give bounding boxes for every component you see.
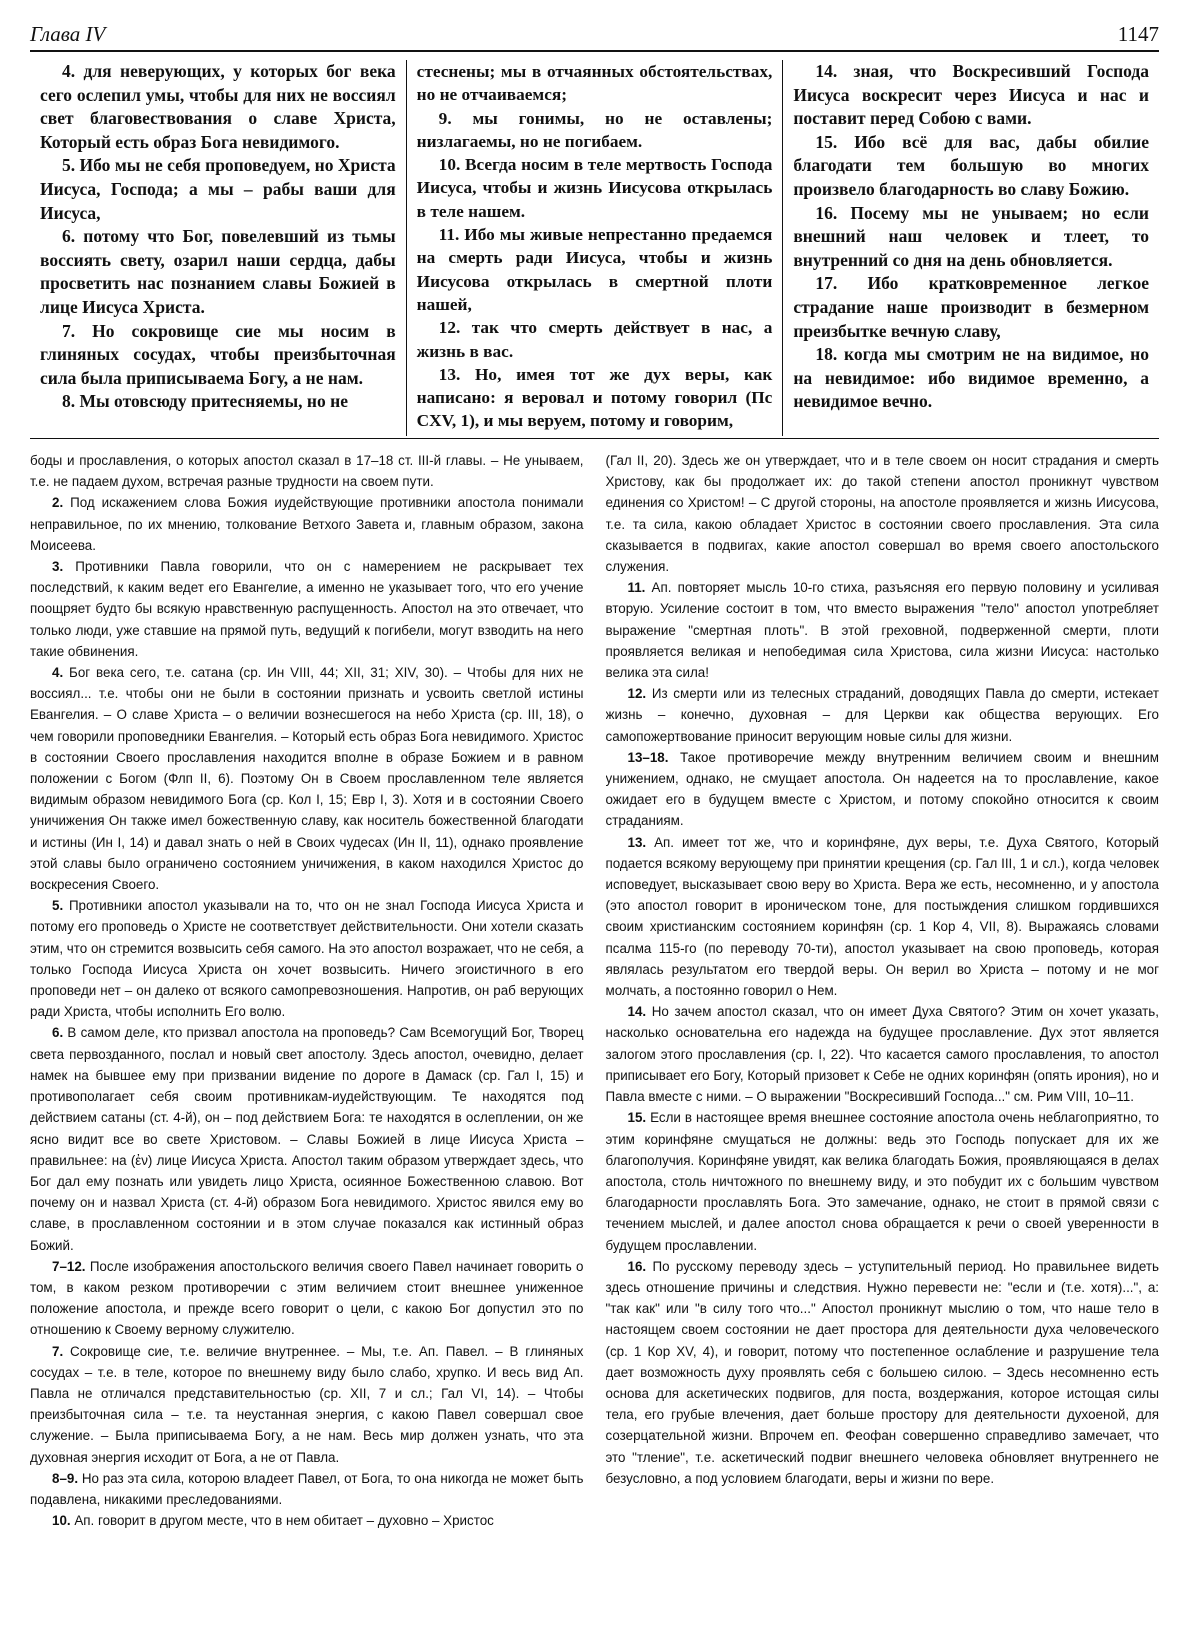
verse-reference: 8–9. xyxy=(52,1470,79,1486)
commentary-text: Но раз эта сила, которою владеет Павел, от Бога, то она никогда не может быть подавлена, никакими преследованиями. xyxy=(30,1470,584,1507)
commentary-text: Под искажением слова Божия иудействующие противники апостола понимали неправильное, по их мнению, толкование Ветхого Завета и, главным образом, закона Моисеева. xyxy=(30,495,584,553)
section-rule xyxy=(30,438,1159,439)
commentary-text: Ап. имеет тот же, что и коринфяне, дух веры, т.е. Духа Святого, Который подается всякому верующему при принятии крещения (ср. Гал III, 1 и сл.), когда человек исповедует, высказывает свою веру во Христа. Вера же есть, несомненно, и у апостола (это апостол говорит в ироническом тоне, для постыждения слишком гордившихся своим христианским состоянием коринфян (ср. 1 Кор 4, VII, 8). Выражаясь словами псалма 115-го (по переводу 70-ти), апостол указывает на свою проповедь, которая являлась результатом его твердой веры. Он верил во Христа – потому и не мог молчать, а постоянно говорил о Нем. xyxy=(605,834,1159,999)
commentary-column-1 xyxy=(30,450,584,1620)
commentary-text: По русскому переводу здесь – уступительный период. Но правильнее видеть здесь отношение причины и следствия. Нужно перевести не: "если и (т.е. хотя)...", а: "так как" или "в силу того что..." Апостол проникнут мыслию о том, что наше тело в настоящем своем состоянии не дает простора для деятельности духа человеческого (ср. 1 Кор XV, 4), и говорит, потому что постепенное ослабление и разрушение тела дает возможность духу проявлять себя с большею силою. – Здесь несомненно есть основа для аскетических подвигов, для поста, воздержания, которое истощая силы тела, его грубые влечения, дает больше простору для деятельности духоеной, для созерцательной жизни. Впрочем еп. Феофан совершенно справедливо замечает, что это "тление", т.е. аскетический подвиг внешнего человека обновляет внутреннего не безусловно, а под условием благодати, веры и жизни по вере. xyxy=(605,1258,1159,1486)
verse-reference: 15. xyxy=(627,1110,647,1126)
scripture-verse: 12. так что смерть действует в нас, а жизнь в вас. xyxy=(416,318,773,361)
scripture-verse: 11. Ибо мы живые непрестанно предаемся на смерть ради Иисуса, чтобы и жизнь Иисусова открылась в смертной плоти нашей, xyxy=(416,225,773,314)
commentary-paragraph xyxy=(30,556,584,662)
scripture-column-2 xyxy=(406,60,783,436)
scripture-verse: 9. мы гонимы, но не оставлены; низлагаемы, но не погибаем. xyxy=(416,108,773,151)
commentary-text: Противники апостол указывали на то, что он не знал Господа Иисуса Христа и потому его проповедь о Христе не соответствует действительности. Они хотели сказать этим, что он стремится возвысить себя самого. На это апостол возражает, что не себя, а только Господа Иисуса Христа он хочет возвысить. Ничего эгоистичного в его проповеди нет – он далеко от всякого самопревозношения. Напротив, он раб верующих ради Христа, чтобы исполнить Его волю. xyxy=(30,898,584,1020)
page-number: 1147 xyxy=(1117,22,1159,46)
commentary-paragraph xyxy=(30,662,584,895)
commentary-paragraph xyxy=(606,832,1160,1002)
commentary-text: Сокровище сие, т.е. величие внутреннее. – Мы, т.е. Ап. Павел. – В глиняных сосудах – т.е. в теле, которое по внешнему виду было слабо, хрупко. И весь вид Ап. Павла не отличался представительностью (ср. XII, 7 и сл.; Гал VI, 14). – Чтобы преизбыточная сила – т.е. та неустанная энергия, с какою Павел совершал свое служение. – Была приписываема Богу, а не нам. Весь мир должен узнать, что эта духовная энергия исходит от Бога, а не от Павла. xyxy=(30,1343,584,1465)
scripture-verse: стеснены; мы в отчаянных обстоятельствах, но не отчаиваемся; xyxy=(416,62,773,105)
scripture-verse: 18. когда мы смотрим не на видимое, но на невидимое: ибо видимое временно, а невидимое вечно. xyxy=(793,344,1150,412)
verse-reference: 12. xyxy=(627,686,647,702)
header-rule xyxy=(30,50,1159,52)
commentary-text: Но зачем апостол сказал, что он имеет Духа Святого? Этим он хочет указать, насколько основательна его надежда на будущее прославление. Дух этот является залогом этого прославления (ср. I, 22). Что касается самого прославления, то апостол приписывает его Богу, Который призовет к Себе не одних коринфян (опять ирония), но и Павла вместе с ними. – О выражении "Воскресивший Господа..." см. Рим VIII, 10–11. xyxy=(605,1004,1159,1105)
scripture-verse: 5. Ибо мы не себя проповедуем, но Христа Иисуса, Господа; а мы – рабы ваши для Иисуса, xyxy=(40,155,396,223)
commentary-text: Ап. повторяет мысль 10-го стиха, разъясняя его первую половину и усиливая вторую. Усиление состоит в том, что вместо выражения "тело" апостол употребляет выражение "смертная плоть". В этой греховной, подверженной смерти, плоти проявляется великая и непобедимая сила Христова, сила жизни Иисуса: настолько велика эта сила! xyxy=(605,580,1159,681)
scripture-verse: 17. Ибо кратковременное легкое страдание наше производит в безмерном преизбытке вечную славу, xyxy=(793,273,1150,341)
commentary-paragraph xyxy=(30,1341,584,1468)
verse-reference: 7–12. xyxy=(52,1258,86,1274)
commentary-text: Ап. говорит в другом месте, что в нем обитает – духовно – Христос xyxy=(74,1513,494,1529)
verse-reference: 3. xyxy=(52,559,64,575)
commentary-paragraph xyxy=(30,450,584,492)
commentary-text: После изображения апостольского величия своего Павел начинает говорить о том, в каком резком противоречии с этим величием стоит внешнее униженное положение апостола, и прежде всего говорит о цели, с какою Бог допустил это по отношению к Своему верному служителю. xyxy=(30,1258,584,1338)
commentary-paragraph xyxy=(606,577,1160,683)
commentary-paragraph xyxy=(30,492,584,556)
commentary-paragraph xyxy=(30,1468,584,1510)
verse-reference: 10. xyxy=(52,1513,71,1529)
scripture-verse: 16. Посему мы не унываем; но если внешний наш человек и тлеет, то внутренний со дня на день обновляется. xyxy=(793,202,1150,270)
verse-reference: 7. xyxy=(52,1343,64,1359)
scripture-verse: 15. Ибо всё для вас, дабы обилие благодати тем большую во многих произвело благодарность во славу Божию. xyxy=(793,131,1150,199)
running-head xyxy=(30,18,1159,52)
commentary-text: боды и прославления, о которых апостол сказал в 17–18 ст. III-й главы. – Не унываем, т.е. не падаем духом, встречая разные трудности на своем пути. xyxy=(30,453,584,490)
verse-reference: 6. xyxy=(52,1025,64,1041)
commentary-column-2 xyxy=(606,450,1160,1620)
verse-reference: 2. xyxy=(52,495,64,511)
commentary-text: (Гал II, 20). Здесь же он утверждает, что и в теле своем он носит страдания и смерть Христову, как бы продолжает их: до такой степени апостол проникнут чувством единения со Христом! – С другой стороны, на апостоле проявляется и жизнь Иисусова, т.е. та сила, какою обладает Христос в состоянии своего прославления. Эта сила сказывается в подвигах, какие апостол совершал во время своего апостольского служения. xyxy=(605,453,1159,575)
commentary-paragraph xyxy=(606,747,1160,832)
commentary-paragraph xyxy=(30,1022,584,1255)
verse-reference: 16. xyxy=(627,1258,647,1274)
commentary-text xyxy=(30,450,1159,1620)
commentary-paragraph xyxy=(30,1256,584,1341)
commentary-paragraph xyxy=(606,1107,1160,1255)
verse-reference: 13–18. xyxy=(627,749,669,765)
verse-reference: 11. xyxy=(627,580,646,596)
commentary-text: Такое противоречие между внутренним величием своим и внешним унижением, однако, не смущает апостола. Он надеется на то прославление, какое ожидает его в будущем вместе с Христом, и потому спокойно относится к своим страданиям. xyxy=(605,749,1159,829)
scripture-column-1 xyxy=(30,60,406,436)
verse-reference: 13. xyxy=(627,834,647,850)
scripture-verse: 8. Мы отовсюду притесняемы, но не xyxy=(62,391,348,412)
commentary-text: В самом деле, кто призвал апостола на проповедь? Сам Всемогущий Бог, Творец света первозданного, послал и новый свет апостолу. Здесь апостол, очевидно, делает намек на бывшее ему при призвании видение по дороге в Дамаск (ср. Гал I, 15) и противополагает себя своим противникам-иудействующим. Те находятся под действием сатаны (ст. 4-й), он – под действием Бога: те находятся в ослеплении, он же ясно видит все во свете Христовом. – Славы Божией в лице Иисуса Христа – правильнее: на (ἐν) лице Иисуса Христа. Апостол таким образом утверждает здесь, что Бог дал ему познать или увидеть лицо Христа, осиянное Божественною славою. Вот почему он и назвал Христа (ст. 4-й) образом Бога невидимого. Христос явился ему во славе, в прославленном состоянии и в этом случае показался как истинный образ Божий. xyxy=(30,1025,584,1253)
commentary-paragraph xyxy=(606,683,1160,747)
scripture-verse: 7. Но сокровище сие мы носим в глиняных сосудах, чтобы преизбыточная сила была приписываема Богу, а не нам. xyxy=(40,320,396,388)
chapter-title: Глава IV xyxy=(30,22,106,46)
scripture-verse: 14. зная, что Воскресивший Господа Иисуса воскресит через Иисуса и нас и поставит перед Собою с вами. xyxy=(793,61,1150,129)
commentary-paragraph xyxy=(606,1001,1160,1107)
commentary-paragraph xyxy=(30,895,584,1022)
commentary-text: Противники Павла говорили, что он с намерением не раскрывает тех последствий, к каким ведет его Евангелие, а именно не указывает того, что его учение поощряет будто бы всякую нравственную распущенность. Апостол на это отвечает, что только люди, уже ставшие на прямой путь, ведущий к погибели, могут взводить на него такие обвинения. xyxy=(30,559,584,659)
commentary-text: Бог века сего, т.е. сатана (ср. Ин VIII, 44; XII, 31; XIV, 30). – Чтобы для них не воссиял... т.е. чтобы они не были в состоянии признать и усвоить светлой истины Евангелия. – О славе Христа – о величии вознесшегося на небо Христа (ср. III, 18), о чем говорили проповедники Евангелия. – Который есть образ Бога невидимого. Христос в состоянии Своего прославления находится вполне в образе Божием и в равном положении с Богом (Флп II, 6). Поэтому Он в Своем прославленном теле является видимым образом невидимого Бога (ср. Кол I, 15; Евр I, 3). Хотя и в состоянии Своего уничижения Он также имел божественную славу, как носитель божественной благодати и истины (Ин I, 14) и давал знать о ней в Своих чудесах (Ин II, 11), однако проявление этой славы было ограничено состоянием уничижения, в каком находился Христос до воскресения Своего. xyxy=(30,665,584,893)
verse-reference: 5. xyxy=(52,898,64,914)
verse-reference: 14. xyxy=(627,1004,647,1020)
commentary-paragraph xyxy=(606,450,1160,577)
scripture-verse: 6. потому что Бог, повелевший из тьмы воссиять свету, озарил наши сердца, дабы просветить нас познанием славы Божией в лице Иисуса Христа. xyxy=(40,226,396,317)
commentary-text: Если в настоящее время внешнее состояние апостола очень неблагоприятно, то этим коринфяне смущаться не должны: ведь это Господь попускает для их же благополучия. Коринфяне увидят, как велика благодать Божия, проявляющаяся в делах апостола, столь ничтожного по внешнему виду, и это побудит их с большим чувством благодарности прославлять Бога. Это замечание, однако, не стоит в прямой связи с течением мыслей, и далее апостол снова обращается к речи о своей уверенности в будущем прославлении. xyxy=(605,1110,1159,1253)
verse-reference: 4. xyxy=(52,665,64,681)
scripture-column-3 xyxy=(782,60,1159,436)
commentary-paragraph xyxy=(30,1510,584,1531)
commentary-paragraph xyxy=(606,1256,1160,1489)
commentary-text: Из смерти или из телесных страданий, доводящих Павла до смерти, истекает жизнь – конечно, духовная – для Церкви как общества верующих. Его самопожертвование приносит верующим новые силы для жизни. xyxy=(605,686,1159,744)
scripture-verse: 13. Но, имея тот же дух веры, как написано: я веровал и потому говорил (Пс CXV, 1), и мы веруем, потому и говорим, xyxy=(416,364,773,431)
scripture-verse: 4. для неверующих, у которых бог века сего ослепил умы, чтобы для них не воссиял свет благовествования о славе Христа, Который есть образ Бога невидимого. xyxy=(40,61,396,152)
scripture-text xyxy=(30,60,1159,436)
scripture-verse: 10. Всегда носим в теле мертвость Господа Иисуса, чтобы и жизнь Иисусова открылась в теле нашем. xyxy=(416,155,773,221)
